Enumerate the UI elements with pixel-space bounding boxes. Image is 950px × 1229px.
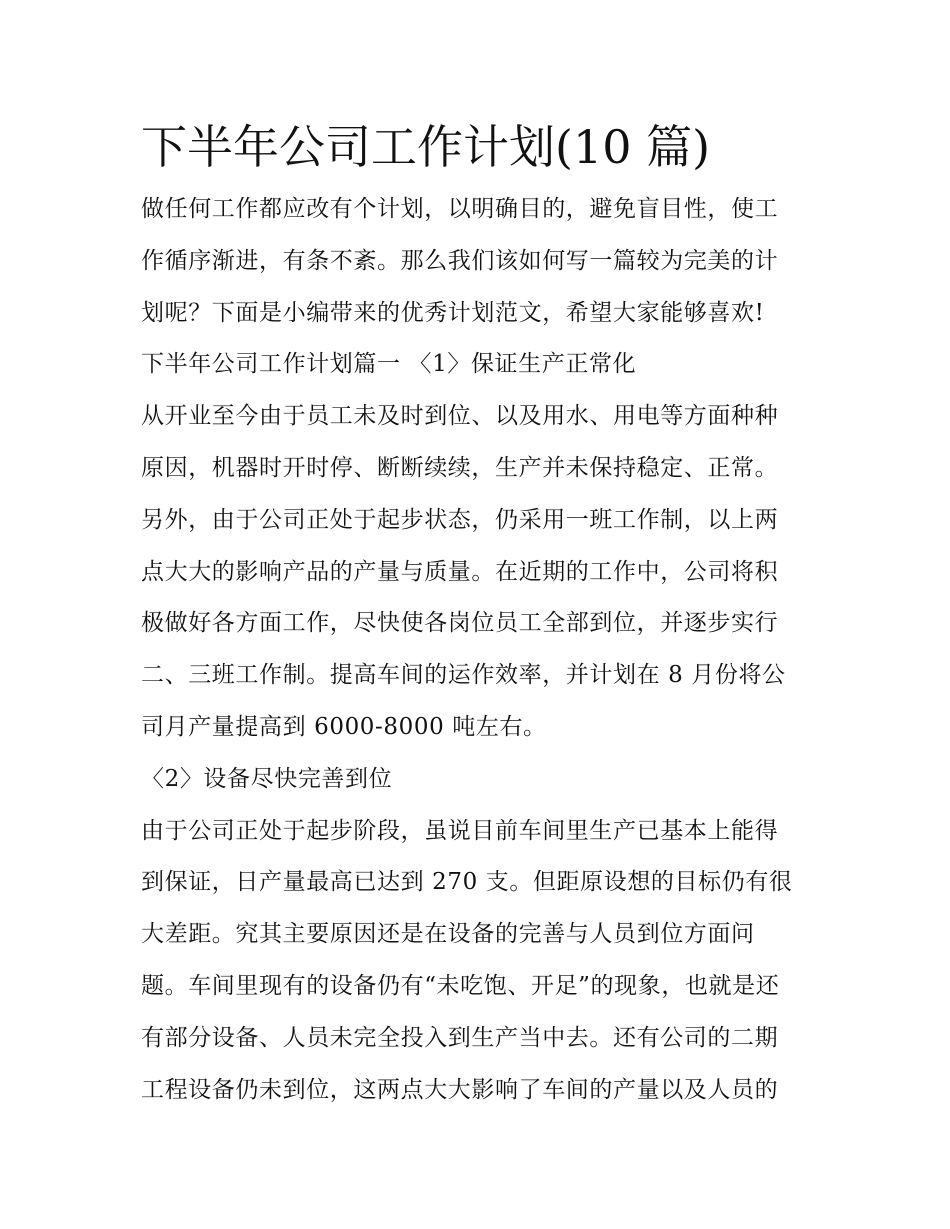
- section-heading: 下半年公司工作计划篇一 〈1〉保证生产正常化: [141, 351, 637, 378]
- text-line: 到保证，日产量最高已达到 270 支。但距原设想的目标仍有很: [141, 869, 793, 896]
- text-line: 作循序渐进，有条不紊。那么我们该如何写一篇较为完美的计: [141, 247, 779, 274]
- text-line: 从开业至今由于员工未及时到位、以及用水、用电等方面种种: [141, 403, 779, 430]
- text-line: 由于公司正处于起步阶段，虽说目前车间里生产已基本上能得: [141, 817, 779, 844]
- text-line: 题。车间里现有的设备仍有“未吃饱、开足”的现象，也就是还: [141, 972, 780, 999]
- text-line: 司月产量提高到 6000-8000 吨左右。: [141, 713, 547, 740]
- document-body: [141, 184, 821, 1116]
- text-line: 另外，由于公司正处于起步状态，仍采用一班工作制，以上两: [141, 506, 779, 533]
- document-page: [141, 110, 821, 1116]
- text-line: 大差距。究其主要原因还是在设备的完善与人员到位方面问: [141, 921, 755, 948]
- document-title: 下半年公司工作计划(10 篇): [141, 120, 711, 174]
- section-heading: 〈2〉设备尽快完善到位: [141, 765, 393, 792]
- text-line: 点大大的影响产品的产量与质量。在近期的工作中，公司将积: [141, 558, 779, 585]
- text-line: 有部分设备、人员未完全投入到生产当中去。还有公司的二期: [141, 1024, 779, 1051]
- text-line: 做任何工作都应改有个计划，以明确目的，避免盲目性，使工: [141, 196, 779, 222]
- text-line: 划呢？下面是小编带来的优秀计划范文，希望大家能够喜欢!: [141, 299, 765, 326]
- text-line: 极做好各方面工作，尽快使各岗位员工全部到位，并逐步实行: [141, 610, 779, 637]
- text-line: 二、三班工作制。提高车间的运作效率，并计划在 8 月份将公: [141, 662, 786, 689]
- text-line: 工程设备仍未到位，这两点大大影响了车间的产量以及人员的: [141, 1076, 779, 1103]
- text-line: 原因，机器时开时停、断断续续，生产并未保持稳定、正常。: [141, 454, 779, 481]
